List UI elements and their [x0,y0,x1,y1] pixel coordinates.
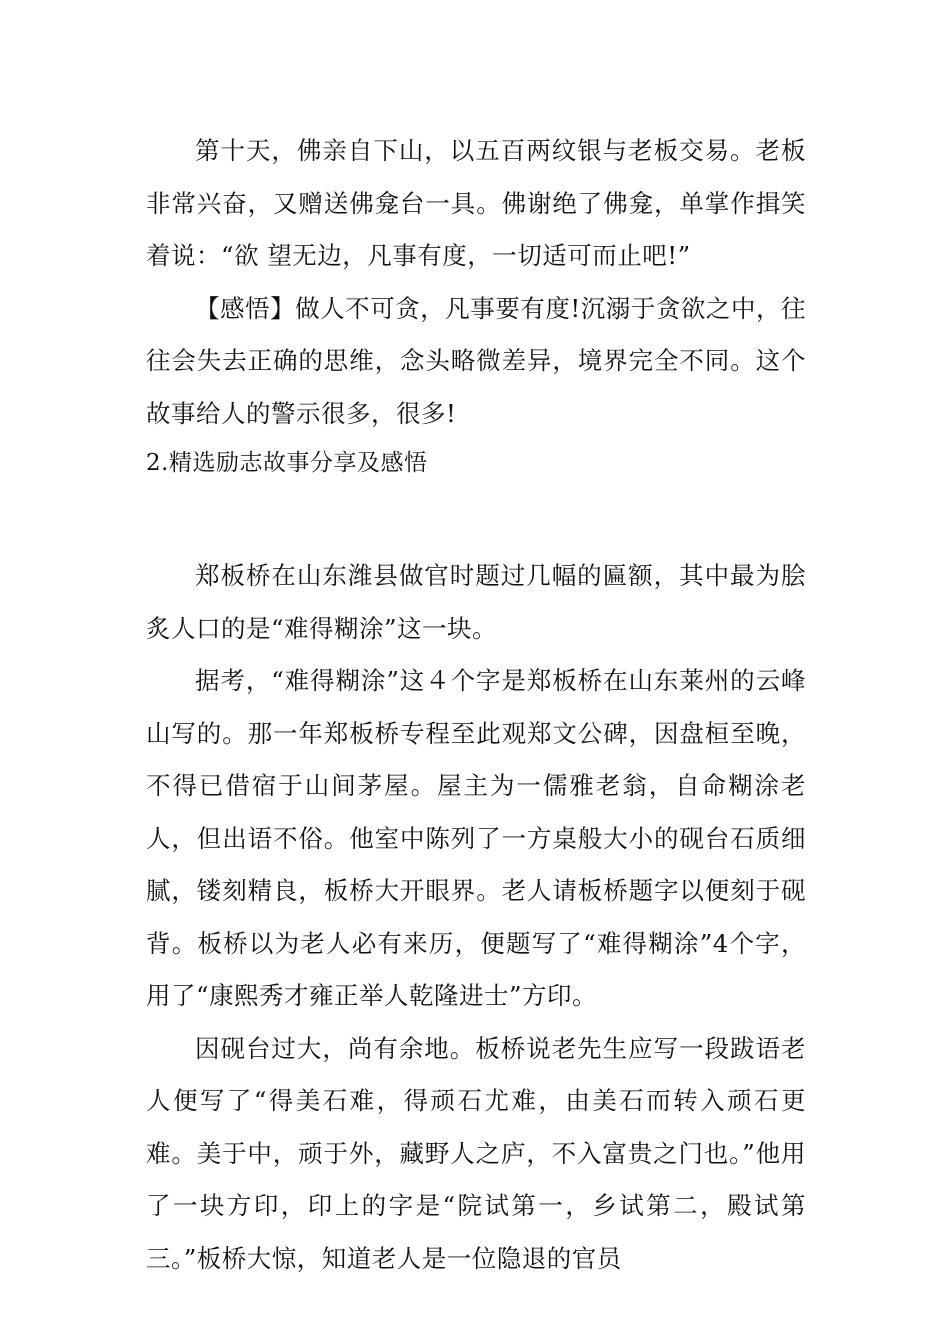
paragraph-zheng-banqiao-intro: 郑板桥在山东潍县做官时题过几幅的匾额，其中最为脍炙人口的是“难得糊涂”这一块。 [146,561,806,643]
paragraph-insight: 【感悟】做人不可贪，凡事要有度!沉溺于贪欲之中，往往会失去正确的思维，念头略微差异，境界完全不同。这个故事给人的警示很多，很多! [146,293,806,428]
paragraph-buddha-trade: 第十天，佛亲自下山，以五百两纹银与老板交易。老板非常兴奋，又赠送佛龛台一具。佛谢绝了佛龛，单掌作揖笑着说：“欲 望无边，凡事有度，一切适可而止吧!” [146,136,806,270]
document-page [146,125,806,1285]
paragraph-nandehutu-origin: 据考，“难得糊涂”这４个字是郑板桥在山东莱州的云峰山写的。那一年郑板桥专程至此观郑文公碑，因盘桓至晚，不得已借宿于山间茅屋。屋主为一儒雅老翁，自命糊涂老人，但出语不俗。他室中陈列了一方桌般大小的砚台石质细腻，镂刻精良，板桥大开眼界。老人请板桥题字以便刻于砚背。板桥以为老人必有来历，便题写了“难得糊涂”4个字，用了“康熙秀才雍正举人乾隆进士”方印。 [146,666,806,1010]
paragraph-inkstone-postscript: 因砚台过大，尚有余地。板桥说老先生应写一段跋语老人便写了“得美石难，得顽石尤难，由美石而转入顽石更难。美于中，顽于外，藏野人之庐，不入富贵之门也。”他用了一块方印，印上的字是“院试第一，乡试第二，殿试第三。”板桥大惊，知道老人是一位隐退的官员 [146,1033,806,1273]
section-heading: 2.精选励志故事分享及感悟 [146,450,428,476]
